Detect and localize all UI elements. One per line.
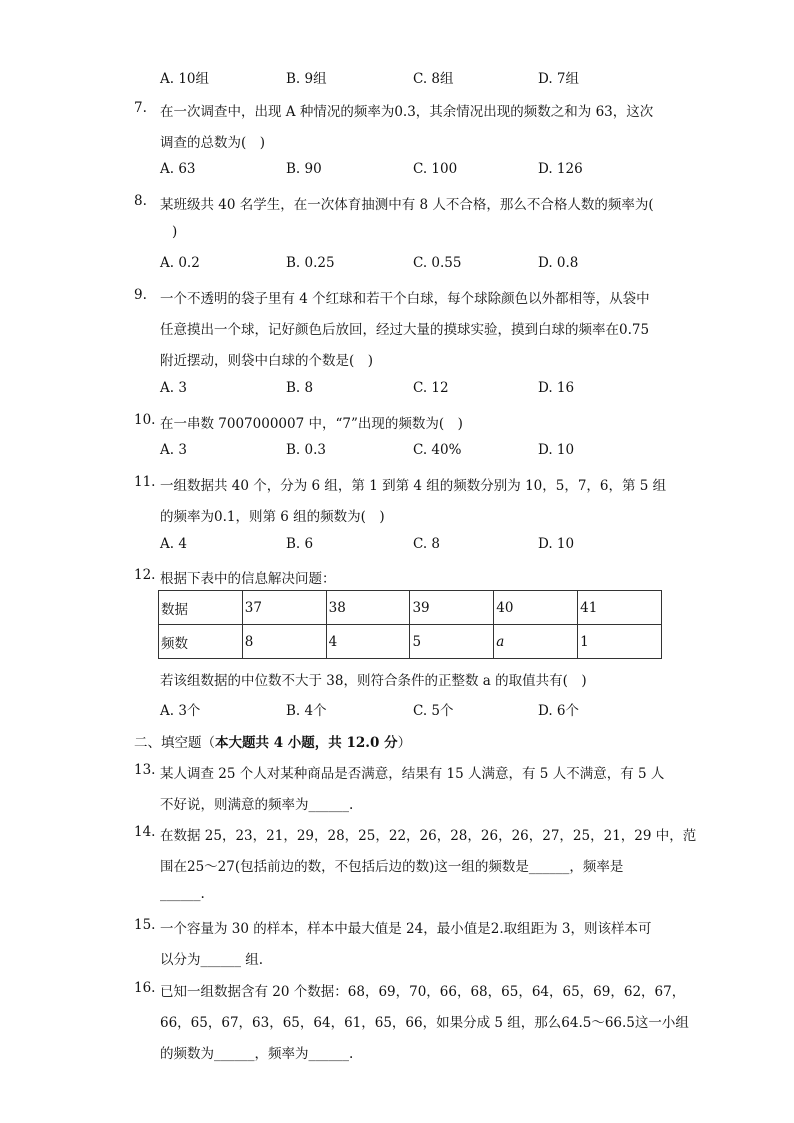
table-cell: 频数 xyxy=(159,625,243,659)
option-c: C. 100 xyxy=(413,161,458,177)
option-b: B. 0.25 xyxy=(286,255,335,271)
table-cell: 37 xyxy=(242,591,326,625)
option-b: B. 4个 xyxy=(286,703,327,719)
option-a: A. 3 xyxy=(160,380,187,396)
question-text-line: 一个不透明的袋子里有 4 个红球和若干个白球，每个球除颜色以外都相等，从袋中 xyxy=(160,291,650,307)
option-b: B. 6 xyxy=(286,536,314,552)
question-text-line: 在一串数 7007000007 中，“7”出现的频数为( ) xyxy=(160,416,463,432)
option-c: C. 12 xyxy=(413,380,449,396)
question-text-line: 附近摆动，则袋中白球的个数是( ) xyxy=(160,353,374,369)
question-text-line: 一个容量为 30 的样本，样本中最大值是 24，最小值是2.取组距为 3，则该样本可 xyxy=(160,921,652,937)
question-number: 16. xyxy=(134,980,156,996)
section-heading-bold: 本大题共 4 小题，共 12.0 分 xyxy=(215,735,398,751)
question-number: 12. xyxy=(134,567,156,583)
option-c: C. 40% xyxy=(413,442,462,458)
table-cell: 41 xyxy=(578,591,662,625)
option-c: C. 8 xyxy=(413,536,441,552)
question-number: 15. xyxy=(134,917,156,933)
question-number: 8. xyxy=(134,193,147,209)
table-cell: 39 xyxy=(410,591,494,625)
option-c: C. 8组 xyxy=(413,71,454,87)
option-d: D. 6个 xyxy=(538,703,580,719)
question-text-line: ) xyxy=(172,224,178,240)
question-text-line: 围在25～27(包括前边的数，不包括后边的数)这一组的频数是______，频率是 xyxy=(160,859,624,875)
option-c: C. 0.55 xyxy=(413,255,462,271)
option-d: D. 10 xyxy=(538,442,575,458)
table-cell: 8 xyxy=(242,625,326,659)
question-text-line: 以分为______ 组. xyxy=(160,952,264,968)
question-text-line: 根据下表中的信息解决问题： xyxy=(160,571,336,587)
section-heading xyxy=(134,731,411,751)
frequency-table xyxy=(158,590,662,659)
question-text-line: 的频率为0.1，则第 6 组的频数为( ) xyxy=(160,509,385,525)
question-number: 10. xyxy=(134,412,156,428)
question-number: 13. xyxy=(134,762,156,778)
question-number: 11. xyxy=(134,474,156,490)
option-d: D. 7组 xyxy=(538,71,580,87)
question-text-line: 一组数据共 40 个，分为 6 组，第 1 到第 4 组的频数分别为 10，5，7，6，第 5 组 xyxy=(160,478,667,494)
question-number: 7. xyxy=(134,100,147,116)
option-b: B. 8 xyxy=(286,380,314,396)
question-number: 14. xyxy=(134,824,156,840)
option-d: D. 10 xyxy=(538,536,575,552)
option-d: D. 0.8 xyxy=(538,255,579,271)
question-text-line: ______. xyxy=(160,886,205,902)
table-cell: 40 xyxy=(494,591,578,625)
option-c: C. 5个 xyxy=(413,703,454,719)
option-a: A. 4 xyxy=(160,536,187,552)
question-text-line: 在一次调查中，出现 A 种情况的频率为0.3，其余情况出现的频数之和为 63，这次 xyxy=(160,104,654,120)
question-text-line: 在数据 25，23，21，29，28，25，22，26，28，26，26，27，25，21，29 中，范 xyxy=(160,828,697,844)
option-b: B. 9组 xyxy=(286,71,327,87)
table-cell: 4 xyxy=(326,625,410,659)
option-a: A. 63 xyxy=(160,161,196,177)
table-row xyxy=(159,625,662,659)
question-text-line: 任意摸出一个球，记好颜色后放回，经过大量的摸球实验，摸到白球的频率在0.75 xyxy=(160,322,650,338)
question-text-line: 调查的总数为( ) xyxy=(160,135,266,151)
question-text-line: 某人调查 25 个人对某种商品是否满意，结果有 15 人满意，有 5 人不满意，有 5 人 xyxy=(160,766,665,782)
question-text-line: 的频数为______，频率为______. xyxy=(160,1046,354,1062)
option-d: D. 16 xyxy=(538,380,575,396)
question-text-line: 已知一组数据含有 20 个数据：68，69，70，66，68，65，64，65，69，62，67， xyxy=(160,984,686,1000)
option-a: A. 3 xyxy=(160,442,187,458)
option-b: B. 0.3 xyxy=(286,442,326,458)
table-cell: 5 xyxy=(410,625,494,659)
option-a: A. 3个 xyxy=(160,703,201,719)
table-row xyxy=(159,591,662,625)
question-text-line: 某班级共 40 名学生，在一次体育抽测中有 8 人不合格，那么不合格人数的频率为( xyxy=(160,197,654,213)
question-text-line: 不好说，则满意的频率为______. xyxy=(160,797,354,813)
option-a: A. 0.2 xyxy=(160,255,200,271)
table-cell: a xyxy=(494,625,578,659)
question-text-line: 若该组数据的中位数不大于 38，则符合条件的正整数 a 的取值共有( ) xyxy=(160,673,587,689)
question-number: 9. xyxy=(134,287,147,303)
section-heading-prefix: 二、填空题（ xyxy=(134,735,215,751)
section-heading-suffix: ） xyxy=(397,735,412,751)
table-cell: 38 xyxy=(326,591,410,625)
option-d: D. 126 xyxy=(538,161,583,177)
table-cell: 数据 xyxy=(159,591,243,625)
question-text-line: 66，65，67，63，65，64，61，65，66，如果分成 5 组，那么64.5～66.5这一小组 xyxy=(160,1015,689,1031)
table-cell: 1 xyxy=(578,625,662,659)
option-b: B. 90 xyxy=(286,161,322,177)
option-a: A. 10组 xyxy=(160,71,210,87)
